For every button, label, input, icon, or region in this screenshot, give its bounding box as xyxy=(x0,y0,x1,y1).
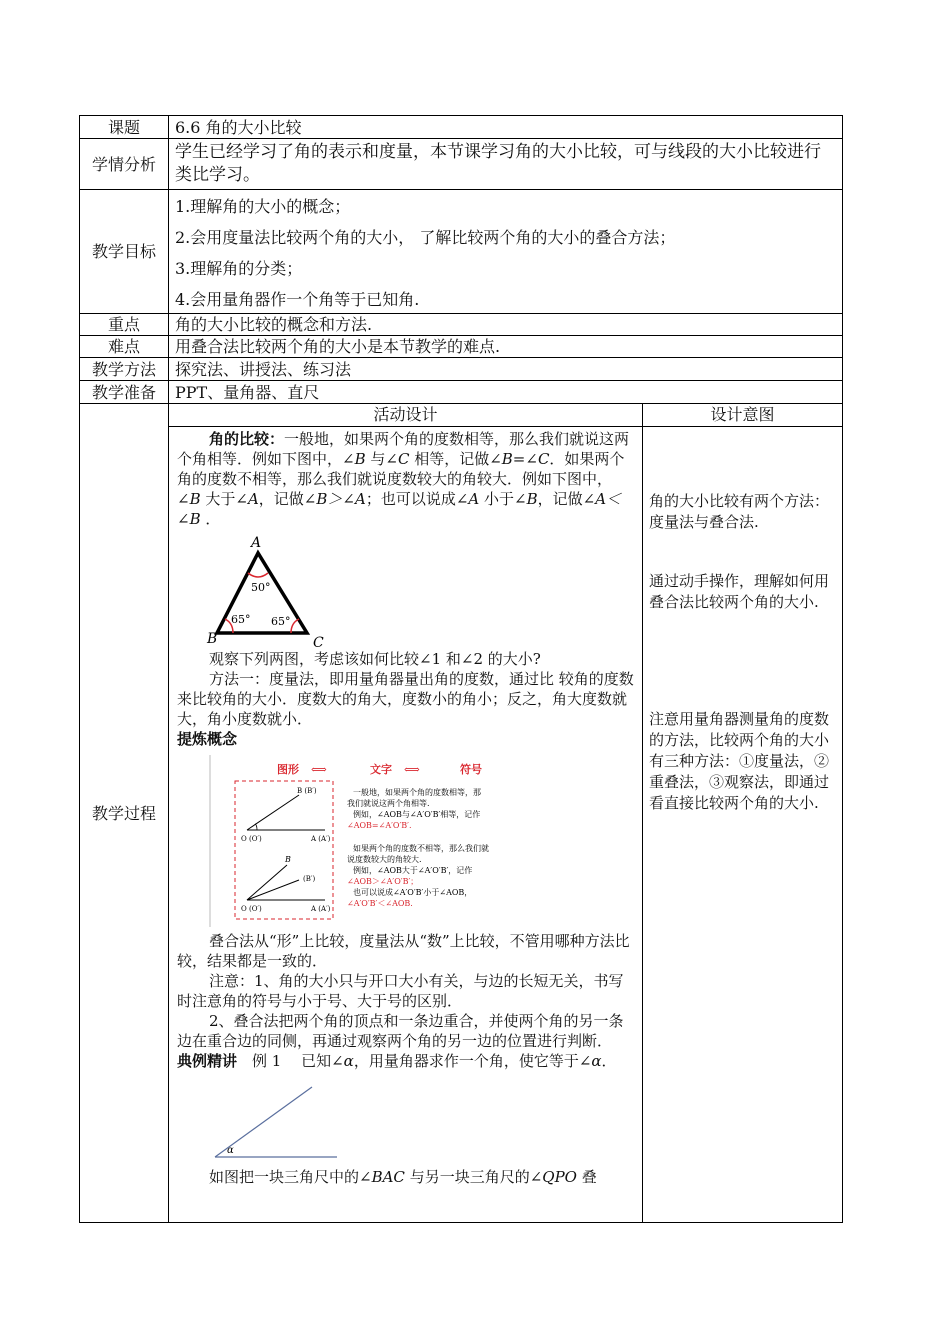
fig-text-9: 也可以说成∠A′O′B′小于∠AOB， xyxy=(353,887,473,897)
fig-text-6: 说度数较大的角较大. xyxy=(347,854,422,864)
intent-note-3: 注意用量角器测量角的度数的方法，比较两个角的大小有三种方法：①度量法，②重叠法，③观察法，即通过看直接比较两个角的大小. xyxy=(649,709,830,812)
triangle-figure xyxy=(203,531,343,649)
text: 一般地，如果两个角的度数相等，那么我们就说这两个角相等．例如下图中，∠ xyxy=(177,429,630,468)
goal-item: 3.理解角的分类； xyxy=(175,258,303,278)
goals-list xyxy=(169,190,843,314)
para-compare xyxy=(177,429,634,529)
label-b1: B (B′) xyxy=(297,786,317,795)
text: ．如果两个角的度数不相等，那么我们就说度数较大的角较大．例如下图中， ∠ xyxy=(177,449,625,508)
goal-item: 1.理解角的大小的概念； xyxy=(175,196,351,216)
para-example xyxy=(177,1051,634,1071)
para-note2: 2、叠合法把两个角的顶点和一条边重合，并使两个角的另一条边在重合边的同侧，再通过观察两个角的另一边的位置进行判断． xyxy=(177,1011,624,1050)
text: 与∠ xyxy=(365,449,398,468)
goal-item: 2.会用度量法比较两个角的大小， 了解比较两个角的大小的叠合方法； xyxy=(175,227,676,247)
label-o2: O (O′) xyxy=(241,904,262,913)
example-title: 典例精讲 xyxy=(177,1051,238,1070)
fig-text-3: 例如，∠AOB与∠A′O′B′相等，记作 xyxy=(353,809,481,819)
text: 如图把一块三角尺中的∠ xyxy=(209,1167,372,1186)
fig-text-7: 例如，∠AOB大于∠A′O′B′，记作 xyxy=(353,865,473,875)
text: ，记做∠ xyxy=(537,489,596,508)
text: 相等，记做∠ xyxy=(409,449,502,468)
fig-text-1: 一般地，如果两个角的度数相等，那 xyxy=(353,787,481,797)
arrow-1: ⟺ xyxy=(311,762,327,776)
key-label: 重点 xyxy=(80,314,169,336)
var: A xyxy=(247,489,259,508)
intent-note-1: 角的大小比较有两个方法：度量法与叠合法. xyxy=(649,491,830,531)
alpha-figure xyxy=(207,1079,347,1161)
text: 与另一块三角尺的∠ xyxy=(404,1167,543,1186)
label-b2: B xyxy=(285,854,291,864)
head-figure: 图形 xyxy=(277,762,299,776)
var: C xyxy=(397,449,410,468)
arrow-2: ⟺ xyxy=(404,762,420,776)
lesson-plan-table xyxy=(79,115,843,1223)
text: ，用量角器求作一个角，使它等于∠ xyxy=(353,1051,592,1070)
para-overlap: 叠合法从“形”上比较，度量法从“数”上比较，不管用哪种方法比较，结果都是一致的． xyxy=(177,931,630,970)
text: ，记做∠ xyxy=(258,489,317,508)
ray-ob-2 xyxy=(247,865,287,900)
text: 大于∠ xyxy=(200,489,248,508)
prep-label: 教学准备 xyxy=(80,381,169,404)
concept-figure xyxy=(207,755,517,927)
label-bp2: (B′) xyxy=(303,874,316,883)
vertex-b-label: B xyxy=(207,630,218,647)
var: B=∠C xyxy=(501,449,550,468)
goals-label: 教学目标 xyxy=(80,190,169,314)
term-compare: 角的比较： xyxy=(209,429,285,448)
ray-ob-prime-2 xyxy=(247,880,299,900)
analysis-label: 学情分析 xyxy=(80,139,169,190)
process-inner-table xyxy=(169,404,842,1222)
analysis-value: 学生已经学习了角的表示和度量，本节课学习角的大小比较，可与线段的大小比较进行类比学习。 xyxy=(169,139,843,190)
var: BAC xyxy=(371,1167,405,1186)
difficulty-value: 用叠合法比较两个角的大小是本节教学的难点. xyxy=(169,336,843,358)
key-value: 角的大小比较的概念和方法. xyxy=(169,314,843,336)
angle-c-value: 65° xyxy=(271,614,291,628)
text: 例 1 已知∠ xyxy=(237,1051,344,1070)
goal-item: 4.会用量角器作一个角等于已知角. xyxy=(175,289,420,309)
text: ． xyxy=(200,509,221,528)
label-o1: O (O′) xyxy=(241,834,262,843)
text: ． xyxy=(601,1051,617,1070)
difficulty-label: 难点 xyxy=(80,336,169,358)
fig-text-10: ∠A′O′B′＜∠AOB. xyxy=(347,898,413,908)
var: B xyxy=(189,489,201,508)
var: A＜∠B xyxy=(177,489,622,528)
ray-ob-1 xyxy=(247,795,299,830)
para-method1: 方法一：度量法，即用量角器量出角的度数，通过比 较角的度数来比较角的大小．度数大的角大，度数小的角小；反之，角大度数就大，角小度数就小． xyxy=(177,669,634,728)
text: 小于∠ xyxy=(479,489,527,508)
angle-arc-a xyxy=(248,573,268,577)
var: A xyxy=(468,489,480,508)
para-triangle-ruler xyxy=(177,1167,634,1187)
fig-text-5: 如果两个角的度数不相等，那么我们就 xyxy=(353,843,489,853)
method-value: 探究法、讲授法、练习法 xyxy=(169,358,843,381)
para-note1: 注意：1、角的大小只与开口大小有关，与边的长短无关，书写时注意角的符号与小于号、大于号的区别． xyxy=(177,971,624,1010)
activity-header: 活动设计 xyxy=(169,404,643,426)
topic-label: 课题 xyxy=(80,116,169,139)
topic-value: 6.6 角的大小比较 xyxy=(169,116,843,139)
angle-a-value: 50° xyxy=(251,580,271,594)
para-observe: 观察下列两图，考虑该如何比较∠1 和∠2 的大小? xyxy=(209,649,541,668)
head-text: 文字 xyxy=(370,762,392,776)
label-a1: A (A′) xyxy=(311,834,331,843)
var: α xyxy=(343,1051,354,1070)
process-label: 教学过程 xyxy=(80,404,169,1223)
alpha-label: α xyxy=(227,1144,234,1156)
intent-note-2: 通过动手操作，理解如何用叠合法比较两个角的大小. xyxy=(649,571,830,611)
text: 叠 xyxy=(576,1167,597,1186)
concept-title: 提炼概念 xyxy=(177,729,238,748)
var: QPO xyxy=(542,1167,577,1186)
var: B xyxy=(526,489,538,508)
text: ；也可以说成∠ xyxy=(365,489,469,508)
prep-value: PPT、量角器、直尺 xyxy=(169,381,843,404)
angle-b-value: 65° xyxy=(231,612,251,626)
vertex-c-label: C xyxy=(313,634,324,649)
head-symbol: 符号 xyxy=(460,762,482,776)
intent-header: 设计意图 xyxy=(643,404,843,426)
fig-text-2: 我们就说这两个角相等. xyxy=(347,798,430,808)
vertex-a-label: A xyxy=(251,534,262,551)
fig-text-4: ∠AOB=∠A′O′B′. xyxy=(347,820,412,830)
process-cell xyxy=(169,404,843,1223)
label-a2: A (A′) xyxy=(311,904,331,913)
var: α xyxy=(591,1051,602,1070)
var: B＞∠A xyxy=(316,489,366,508)
fig-text-8: ∠AOB＞∠A′O′B′； xyxy=(347,876,419,886)
activity-content xyxy=(169,426,643,1222)
intent-content xyxy=(643,426,843,1222)
var: B xyxy=(354,449,366,468)
method-label: 教学方法 xyxy=(80,358,169,381)
